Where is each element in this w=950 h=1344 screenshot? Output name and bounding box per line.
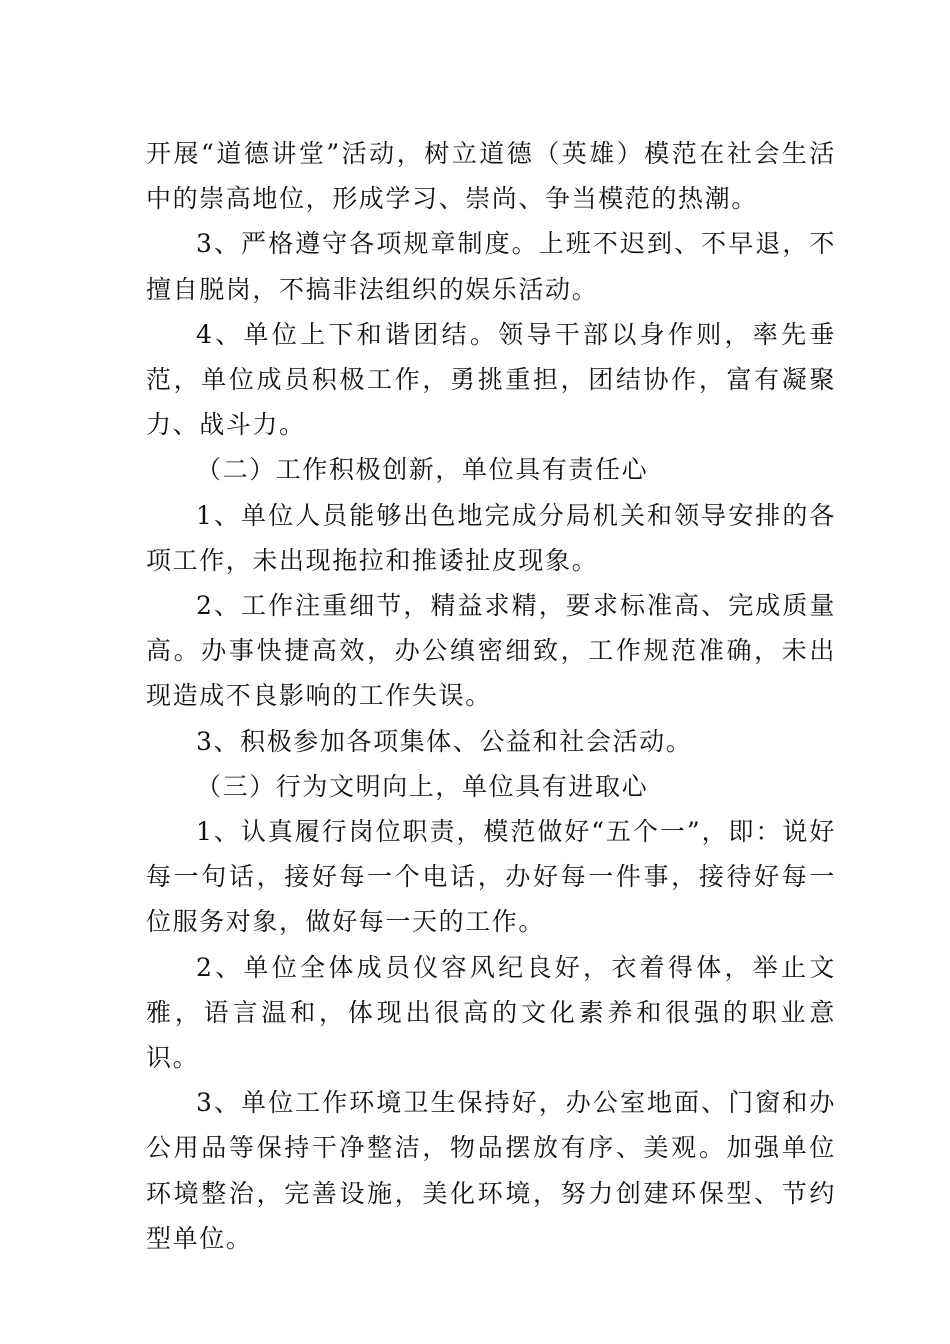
document-body (146, 131, 836, 1261)
paragraph-item-1-tasks: 1、单位人员能够出色地完成分局机关和领导安排的各项工作，未出现拖拉和推诿扯皮现象。 (146, 500, 836, 575)
paragraph-item-2-details: 2、工作注重细节，精益求精，要求标准高、完成质量高。办事快捷高效，办公缜密细致，工作规范准确，未出现造成不良影响的工作失误。 (146, 591, 836, 711)
paragraph-item-4-unity: 4、单位上下和谐团结。领导干部以身作则，率先垂范，单位成员积极工作，勇挑重担，团结协作，富有凝聚力、战斗力。 (146, 319, 836, 440)
paragraph-item-3-rules: 3、严格遵守各项规章制度。上班不迟到、不早退，不擅自脱岗，不搞非法组织的娱乐活动。 (146, 229, 836, 304)
paragraph-item-1-duties: 1、认真履行岗位职责，模范做好“五个一”，即：说好每一句话，接好每一个电话，办好每一件事，接待好每一位服务对象，做好每一天的工作。 (146, 817, 836, 937)
section-heading-2: （二）工作积极创新，单位具有责任心 (196, 455, 649, 485)
paragraph-item-2-conduct: 2、单位全体成员仪容风纪良好，衣着得体，举止文雅，语言温和，体现出很高的文化素养和很强的职业意识。 (146, 952, 836, 1073)
paragraph-item-3-activities: 3、积极参加各项集体、公益和社会活动。 (196, 726, 693, 756)
paragraph-continuation: 开展“道德讲堂”活动，树立道德（英雄）模范在社会生活中的崇高地位，形成学习、崇尚、争当模范的热潮。 (146, 139, 836, 214)
paragraph-item-3-environment: 3、单位工作环境卫生保持好，办公室地面、门窗和办公用品等保持干净整洁，物品摆放有序、美观。加强单位环境整治，完善设施，美化环境，努力创建环保型、节约型单位。 (146, 1088, 836, 1253)
section-heading-3: （三）行为文明向上，单位具有进取心 (196, 771, 649, 801)
